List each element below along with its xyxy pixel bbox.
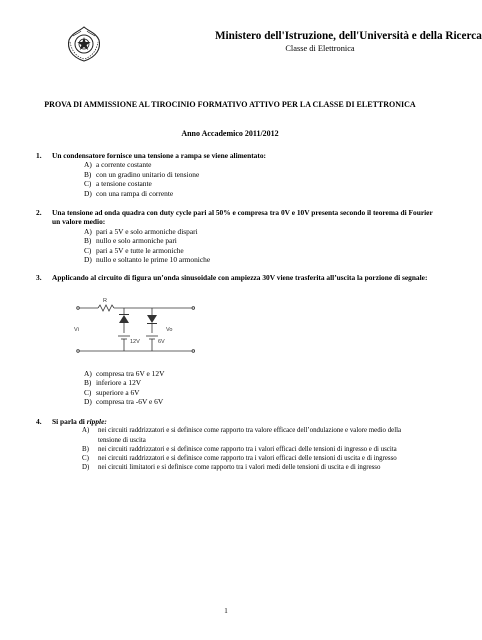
option-d bbox=[82, 463, 422, 472]
option-d bbox=[84, 255, 436, 264]
option-letter: B) bbox=[82, 445, 89, 453]
battery-2-label: 6V bbox=[158, 339, 165, 345]
option-text: compresa tra 6V e 12V bbox=[96, 369, 165, 378]
option-text: nullo e soltanto le prime 10 armoniche bbox=[96, 255, 211, 265]
option-text: nei circuiti raddrizzatori e si definisce come rapporto tra i valori efficaci delle tensioni di uscita e di ingresso bbox=[98, 455, 397, 463]
resistor bbox=[98, 305, 114, 311]
document-title: PROVA DI AMMISSIONE AL TIROCINIO FORMATIVO ATTIVO PER LA CLASSE DI ELETTRONICA bbox=[44, 100, 416, 109]
output-label: Vo bbox=[166, 327, 173, 333]
battery-1-label: 12V bbox=[130, 339, 140, 345]
ministry-title: Ministero dell'Istruzione, dell'Università e della Ricerca bbox=[215, 30, 482, 42]
option-text: a corrente costante bbox=[96, 160, 152, 170]
question-text: Applicando al circuito di figura un’onda sinusoidale con ampiezza 30V viene trasferita all’uscita la porzione di segnale: bbox=[52, 273, 428, 282]
option-a bbox=[84, 160, 436, 169]
options-list bbox=[84, 227, 436, 265]
option-text: con un gradino unitario di tensione bbox=[96, 169, 200, 179]
question-number: 4. bbox=[36, 417, 42, 426]
option-letter: A) bbox=[84, 369, 92, 378]
question-number: 1. bbox=[36, 151, 42, 160]
option-d bbox=[84, 189, 436, 198]
department-subtitle: Classe di Elettronica bbox=[285, 44, 355, 53]
option-letter: C) bbox=[84, 387, 92, 397]
option-b bbox=[84, 378, 436, 387]
option-letter: C) bbox=[84, 179, 92, 189]
option-letter: C) bbox=[82, 455, 89, 463]
option-letter: D) bbox=[84, 255, 92, 265]
option-text: pari a 5V e solo armoniche dispari bbox=[96, 226, 198, 236]
question-2 bbox=[36, 208, 436, 264]
question-1 bbox=[36, 151, 436, 198]
resistor-label: R bbox=[103, 298, 107, 304]
option-c bbox=[82, 454, 422, 463]
question-text bbox=[52, 417, 436, 426]
diode-2 bbox=[147, 315, 157, 323]
output-terminal-top bbox=[192, 307, 195, 310]
option-letter: D) bbox=[82, 464, 90, 472]
option-text: con una rampa di corrente bbox=[96, 188, 174, 198]
diode-1-bar bbox=[119, 314, 129, 315]
option-letter: A) bbox=[82, 427, 90, 435]
option-text: nei circuiti limitatori e si definisce come rapporto tra i valori medi delle tensioni di uscita e di ingresso bbox=[98, 464, 381, 472]
option-letter: A) bbox=[84, 160, 92, 170]
question-text-emphasis: ripple: bbox=[86, 417, 107, 426]
question-number: 2. bbox=[36, 208, 42, 217]
option-letter: A) bbox=[84, 226, 92, 236]
option-b bbox=[82, 445, 422, 454]
input-label: Vi bbox=[74, 327, 79, 333]
options-list bbox=[84, 160, 436, 198]
option-a bbox=[84, 369, 436, 378]
options-list bbox=[82, 426, 422, 472]
option-text: compresa tra -6V e 6V bbox=[96, 397, 164, 407]
option-text: inferiore a 12V bbox=[96, 378, 142, 388]
ministry-header bbox=[215, 29, 482, 55]
question-3 bbox=[36, 273, 436, 282]
option-letter: D) bbox=[84, 188, 92, 198]
question-text-prefix: Si parla di bbox=[52, 417, 87, 426]
option-d bbox=[84, 397, 436, 406]
question-text: Una tensione ad onda quadra con duty cycle pari al 50% e compresa tra 0V e 10V presenta secondo il teorema di Fourier un valore medio: bbox=[52, 208, 433, 227]
italian-republic-emblem-icon bbox=[64, 24, 104, 64]
option-text: superiore a 6V bbox=[96, 387, 140, 397]
academic-year: Anno Accademico 2011/2012 bbox=[181, 129, 279, 138]
output-terminal-bottom bbox=[192, 350, 195, 353]
option-b bbox=[84, 170, 436, 179]
option-text: a tensione costante bbox=[96, 179, 152, 189]
input-terminal-top bbox=[77, 307, 80, 310]
option-b bbox=[84, 236, 436, 245]
option-c bbox=[84, 388, 436, 397]
option-text: nei circuiti raddrizzatori e si definisce come rapporto tra valore efficace dell’ondulazione e valore medio della tensione di uscita bbox=[98, 427, 402, 444]
option-letter: C) bbox=[84, 245, 92, 255]
option-text: pari a 5V e tutte le armoniche bbox=[96, 245, 184, 255]
option-c bbox=[84, 179, 436, 188]
input-terminal-bottom bbox=[77, 350, 80, 353]
option-text: nullo e solo armoniche pari bbox=[96, 236, 177, 246]
diode-2-bar bbox=[147, 323, 157, 324]
option-a bbox=[82, 426, 422, 444]
clipper-circuit-diagram bbox=[72, 293, 202, 363]
diode-1 bbox=[119, 315, 129, 323]
question-text: Un condensatore fornisce una tensione a rampa se viene alimentato: bbox=[52, 151, 266, 160]
question-4 bbox=[36, 417, 436, 472]
option-a bbox=[84, 227, 436, 236]
option-letter: B) bbox=[84, 378, 92, 388]
option-letter: B) bbox=[84, 236, 92, 246]
option-letter: B) bbox=[84, 169, 92, 179]
options-list bbox=[84, 369, 436, 407]
option-letter: D) bbox=[84, 397, 92, 407]
question-3-options bbox=[36, 369, 436, 407]
option-c bbox=[84, 246, 436, 255]
question-number: 3. bbox=[36, 273, 42, 282]
option-text: nei circuiti raddrizzatori e si definisce come rapporto tra i valori efficaci delle tensioni di ingresso e di uscita bbox=[98, 445, 397, 453]
page-number: 1 bbox=[224, 607, 228, 615]
